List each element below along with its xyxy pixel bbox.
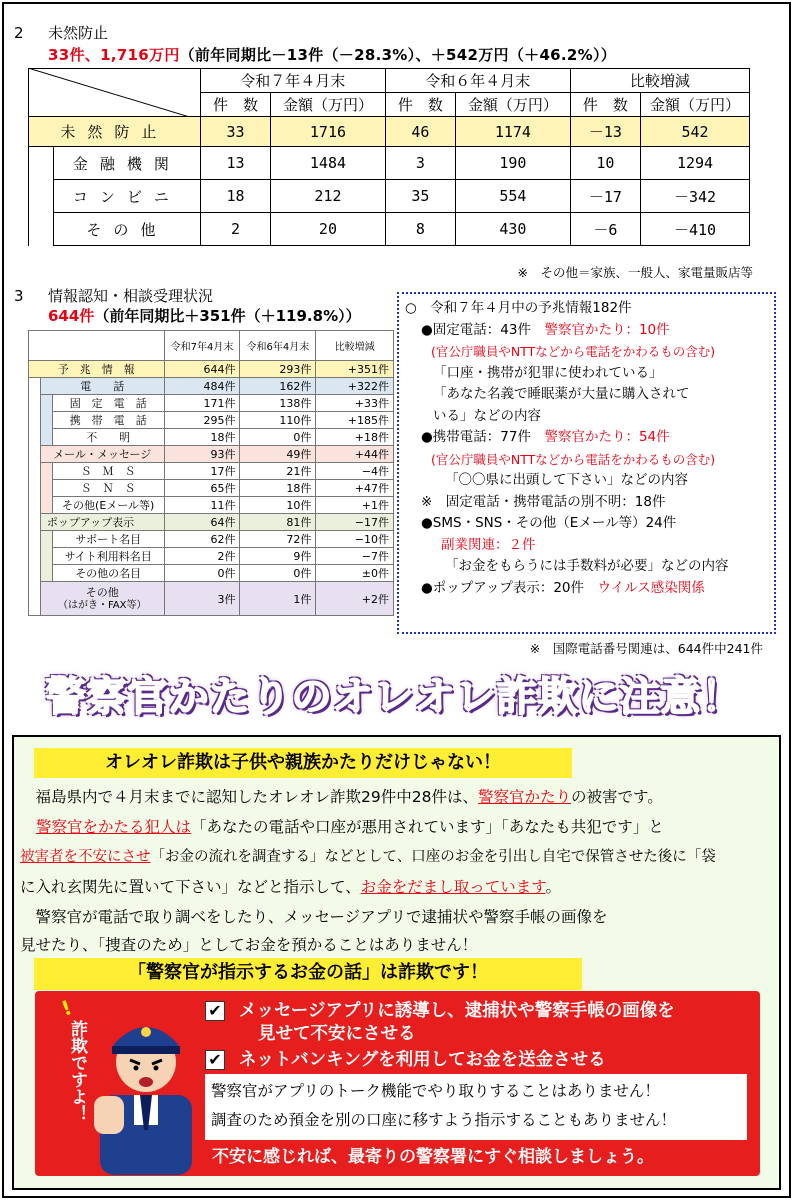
section-2-heading: 2 未然防止: [14, 24, 109, 42]
col-head: 件 数: [385, 93, 455, 117]
table-row: その他(Eメール等) 11件 10件 +1件: [29, 497, 394, 514]
table-row: メール・メッセージ 93件 49件 +44件: [29, 446, 394, 463]
section-3-heading: 3 情報認知・相談受理状況: [14, 287, 214, 305]
col-head: 令和7年4月末: [164, 331, 240, 361]
panel-paragraph: に入れ玄関先に置いて下さい」などと指示して、お金をだまし取っています。: [20, 878, 561, 896]
panel-paragraph: 被害者を不安にさせ「お金の流れを調査する」などとして、口座のお金を引出し自宅で保管させた後に「袋: [20, 849, 716, 865]
table-row: コンビニ 18 212 35 554 －17 －342: [29, 180, 750, 213]
col-head: 金額（万円）: [641, 93, 750, 117]
table-row: 固 定 電 話 171件 138件 +33件: [29, 395, 394, 412]
table-row: ポップアップ表示 64件 81件 −17件: [29, 514, 394, 531]
table-row: 金融機関 13 1484 3 190 10 1294: [29, 147, 750, 180]
panel-heading-1: オレオレ詐欺は子供や親族かたりだけじゃない！: [34, 748, 572, 778]
section-2-note: ※ その他＝家族、一般人、家電量販店等: [517, 265, 753, 280]
table-row: サイト利用料名目 2件 9件 −7件: [29, 548, 394, 565]
table-row: 未然防止 33 1716 46 1174 －13 542: [29, 117, 750, 147]
warning-info-box: ○ 令和７年４月中の予兆情報182件 ●固定電話：43件 警察官かたり：10件 (官公庁職員やNTTなどから電話をかわるもの含む) 「口座・携帯が犯罪に使われている」 「あなた名義で睡眠薬が大量に購入されて いる」などの内容 ●携帯電話：77件 警察官かたり：54件 (官公庁職員やNTTなどから電話をかわるもの含む) 「〇〇県に出頭して下さい」などの内容 ※ 固定電話・携帯電話の別不明：18件 ●SMS・SNS・その他（Eメール等）24件 副業関連：２件 「お金をもらうには手数料が必要」などの内容 ●ポップアップ表示：20件 ウイルス感染関係: [397, 292, 776, 634]
warning-banner: 警察官かたりのオレオレ詐欺に注意！: [45, 674, 743, 720]
side-label: 詐欺ですよ！: [67, 1020, 87, 1122]
checkbox-icon: ✔: [205, 1001, 225, 1021]
exclamation-icon: !: [58, 995, 75, 1021]
checklist-item-2: ✔ ネットバンキングを利用してお金を送金させる: [205, 1046, 606, 1071]
table-row: 不 明 18件 0件 +18件: [29, 429, 394, 446]
col-head: 金額（万円）: [271, 93, 386, 117]
col-group-r6: 令和６年４月末: [385, 69, 570, 93]
section-2-summary: 33件、1,716万円（前年同期比－13件（－28.3%）、＋542万円（＋46.2%））: [48, 46, 617, 64]
col-group-r7: 令和７年４月末: [200, 69, 385, 93]
panel-paragraph: 警察官が電話で取り調べをしたり、メッセージアプリで逮捕状や警察手帳の画像を: [20, 908, 608, 926]
table-row: その他 2 20 8 430 －6 －410: [29, 213, 750, 246]
table-row: サポート名目 62件 72件 −10件: [29, 531, 394, 548]
col-group-diff: 比較増減: [570, 69, 749, 93]
table-row: その他 （はがき・FAX等） 3件 1件 +2件: [29, 582, 394, 616]
police-officer-illustration: [90, 1000, 200, 1175]
consultation-table: [28, 330, 394, 616]
checklist-item-1-cont: 見せて不安にさせる: [258, 1024, 416, 1044]
checkbox-icon: ✔: [205, 1050, 225, 1070]
col-head: 金額（万円）: [456, 93, 571, 117]
panel-paragraph: 福島県内で４月末までに認知したオレオレ詐欺29件中28件は、警察官かたりの被害です。: [20, 788, 663, 806]
checklist-item-1: ✔ メッセージアプリに誘導し、逮捕状や警察手帳の画像を: [205, 997, 675, 1022]
col-head: 令和6年4月末: [240, 331, 316, 361]
panel-paragraph: 警察官をかたる犯人は「あなたの電話や口座が悪用されています」「あなたも共犯です」と: [36, 818, 664, 836]
table-row: 予 兆 情 報 644件 293件 +351件: [29, 361, 394, 378]
corner-cell: [29, 69, 201, 117]
panel-paragraph: 見せたり、「捜査のため」としてお金を預かることはありません！: [20, 936, 478, 954]
table-row: Ｓ Ｍ Ｓ 17件 21件 −4件: [29, 463, 394, 480]
panel-heading-2: 「警察官が指示するお金の話」は詐欺です！: [34, 958, 582, 990]
corner-cell: [29, 331, 165, 361]
notice-box: 警察官がアプリのトーク機能でやり取りすることはありません！ 調査のため預金を別の口座に移すよう指示することもありません！: [205, 1074, 747, 1140]
table-row: Ｓ Ｎ Ｓ 65件 18件 +47件: [29, 480, 394, 497]
section-3-summary: 644件（前年同期比＋351件（＋119.8%））: [48, 307, 361, 325]
table-row: 電 話 484件 162件 +322件: [29, 378, 394, 395]
table-row: 携 帯 電 話 295件 110件 +185件: [29, 412, 394, 429]
col-head: 件 数: [200, 93, 270, 117]
col-head: 件 数: [570, 93, 640, 117]
consult-message: 不安に感じれば、最寄りの警察署にすぐ相談しましょう。: [212, 1147, 654, 1167]
prevention-table: [28, 68, 750, 246]
section-3-note: ※ 国際電話番号関連は、644件中241件: [529, 641, 763, 656]
table-row: その他の名目 0件 0件 ±0件: [29, 565, 394, 582]
col-head: 比較増減: [316, 331, 394, 361]
